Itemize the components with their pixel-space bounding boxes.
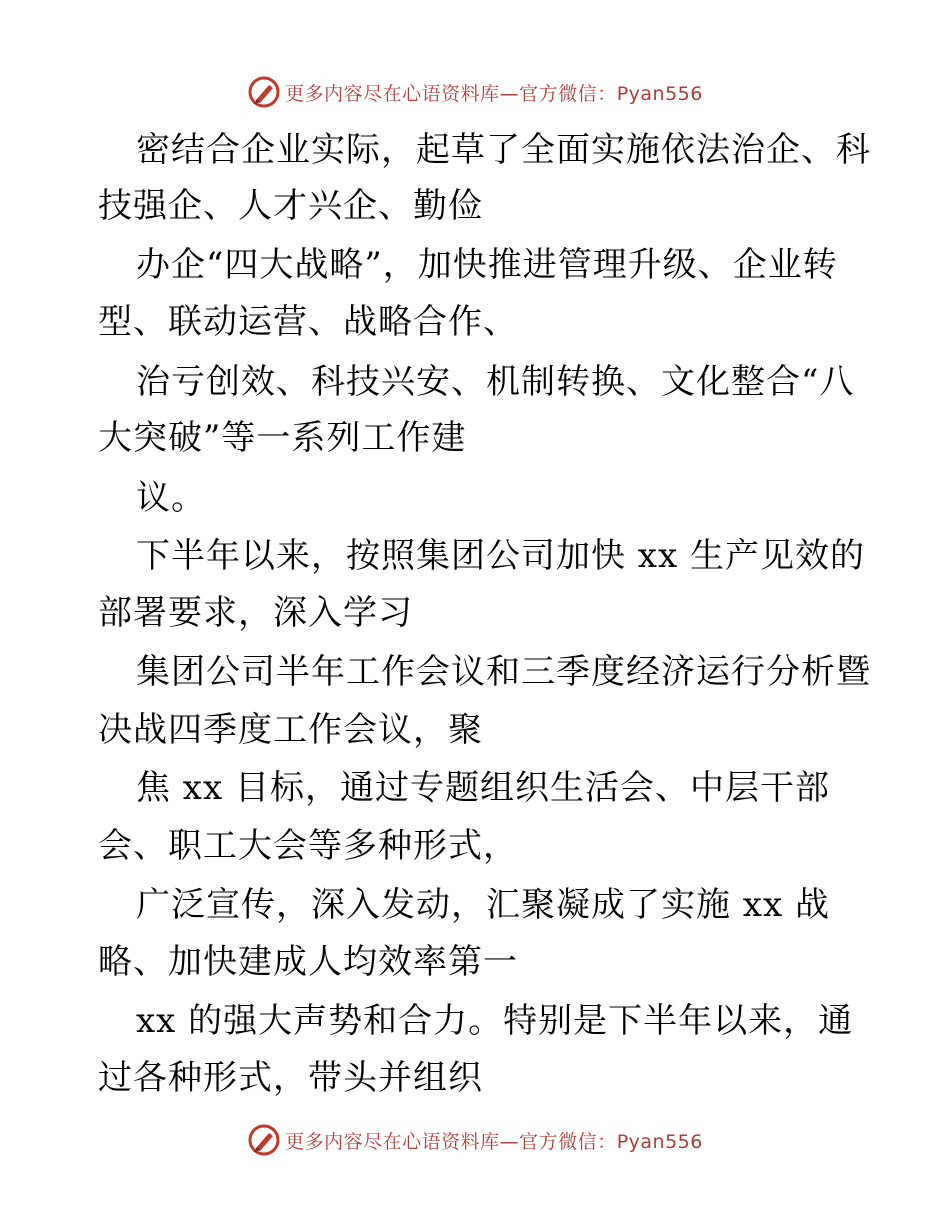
text-line: 议。 [136, 478, 206, 518]
text-line: 过各种形式，带头并组织 [98, 1058, 483, 1098]
text-line: 广泛宣传，深入发动，汇聚凝成了实施 xx 战 [136, 885, 830, 925]
text-line: 决战四季度工作会议，聚 [98, 710, 483, 750]
banner-wechat-label: 官方微信： [519, 1130, 617, 1153]
text-line: 治亏创效、科技兴安、机制转换、文化整合“八 [136, 362, 855, 402]
banner-wechat-label: 官方微信： [519, 82, 617, 105]
text-line: 技强企、人才兴企、勤俭 [98, 186, 483, 226]
text-line: 焦 xx 目标，通过专题组织生活会、中层干部 [136, 768, 830, 808]
banner-site-name: 更多内容尽在心语资料库 [285, 1130, 500, 1153]
text-line: 办企“四大战略”，加快推进管理升级、企业转 [136, 245, 838, 285]
text-line: 型、联动运营、战略合作、 [98, 302, 518, 342]
text-line: 略、加快建成人均效率第一 [98, 942, 518, 982]
text-line: 密结合企业实际，起草了全面实施依法治企、科 [136, 130, 871, 170]
banner-separator: — [499, 82, 520, 105]
pen-logo-icon [247, 75, 281, 109]
banner-site-name: 更多内容尽在心语资料库 [285, 82, 500, 105]
text-line: xx 的强大声势和合力。特别是下半年以来，通 [136, 1001, 854, 1041]
pen-logo-icon [247, 1123, 281, 1157]
text-line: 集团公司半年工作会议和三季度经济运行分析暨 [136, 652, 871, 692]
text-line: 部署要求，深入学习 [98, 593, 413, 633]
banner-separator: — [499, 1130, 520, 1153]
text-line: 下半年以来，按照集团公司加快 xx 生产见效的 [136, 536, 865, 576]
banner-wechat-id: Pyan556 [616, 1130, 703, 1153]
text-line: 会、职工大会等多种形式， [98, 826, 518, 866]
text-line: 大突破”等一系列工作建 [98, 418, 467, 458]
banner-wechat-id: Pyan556 [616, 82, 703, 105]
footer-banner [0, 1120, 950, 1160]
header-banner [0, 72, 950, 112]
